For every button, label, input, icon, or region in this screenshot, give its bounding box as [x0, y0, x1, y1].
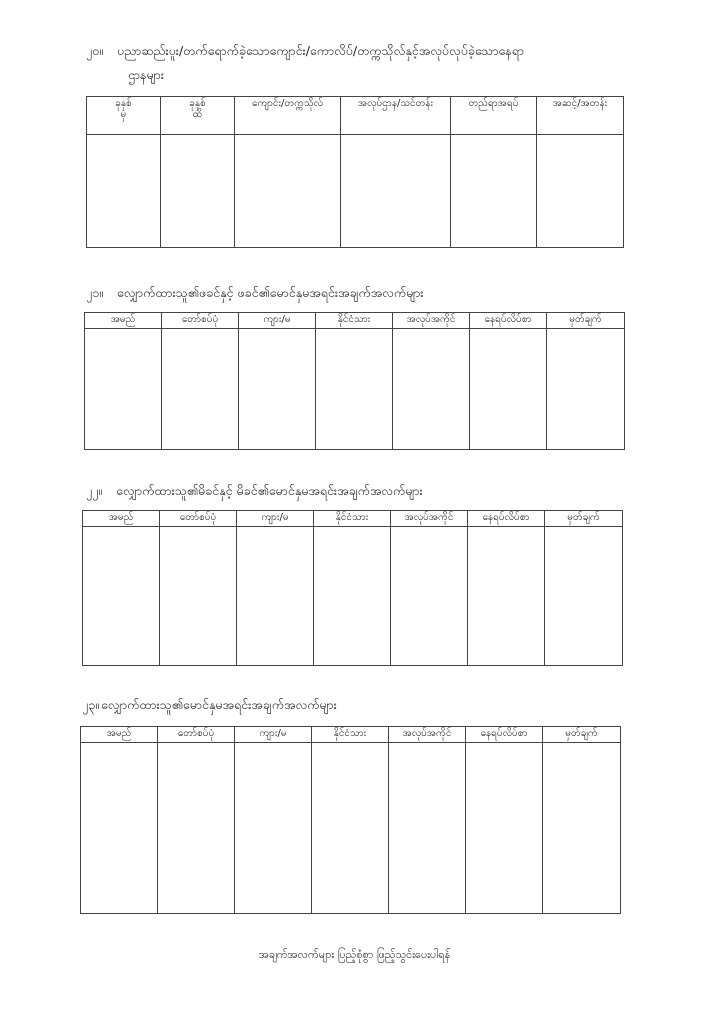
table-cell[interactable]: [316, 329, 393, 450]
table-cell[interactable]: [312, 743, 389, 914]
column-header: အဆင့်/အတန်း: [537, 97, 624, 135]
table-cell[interactable]: [83, 527, 160, 666]
section-23-table: [80, 726, 621, 914]
table-cell[interactable]: [85, 329, 162, 450]
section-20-number: ၂၀။: [86, 43, 103, 58]
section-23-title-text: လျှောက်ထားသူ၏မောင်နှမအရင်းအချက်အလက်များ: [100, 697, 337, 712]
table-cell[interactable]: [162, 329, 239, 450]
column-header: အမည်: [85, 313, 162, 329]
section-21-title-text: လျှောက်ထားသူ၏ဖခင်နှင့် ဖခင်၏မောင်နှမအရင်းအချက်အလက်များ: [116, 285, 424, 300]
column-header: နိုင်ငံသား: [316, 313, 393, 329]
table-cell[interactable]: [451, 135, 537, 248]
table-row[interactable]: [87, 135, 624, 248]
table-cell[interactable]: [239, 329, 316, 450]
table-cell[interactable]: [547, 329, 625, 450]
column-header: ခုနှစ် မှ: [87, 97, 161, 135]
table-cell[interactable]: [314, 527, 391, 666]
table-cell[interactable]: [235, 743, 312, 914]
table-cell[interactable]: [468, 527, 545, 666]
section-21-number: ၂၁။: [86, 285, 103, 300]
footer-note: အချက်အလက်များ ပြည့်စုံစွာ ဖြည့်သွင်းပေးပါရန်: [258, 948, 451, 961]
column-header: တော်စပ်ပုံ: [160, 511, 237, 527]
column-header: အလုပ်အကိုင်: [389, 727, 466, 743]
column-header: နိုင်ငံသား: [312, 727, 389, 743]
column-header: တော်စပ်ပုံ: [158, 727, 235, 743]
column-header: ကျား/မ: [237, 511, 314, 527]
table-cell[interactable]: [237, 527, 314, 666]
column-header: တည်ရာအရပ်: [451, 97, 537, 135]
section-21-title: [86, 284, 424, 302]
section-22-number: ၂၂။: [86, 483, 103, 498]
section-20-title-line2: ဌာနများ: [128, 67, 164, 82]
table-cell[interactable]: [158, 743, 235, 914]
table-cell[interactable]: [161, 135, 235, 248]
section-22-table: [82, 510, 623, 666]
table-cell[interactable]: [81, 743, 158, 914]
table-cell[interactable]: [470, 329, 547, 450]
column-header: ကျောင်း/တက္ကသိုလ်: [235, 97, 341, 135]
table-cell[interactable]: [543, 743, 621, 914]
column-header: အလုပ်အကိုင်: [393, 313, 470, 329]
table-cell[interactable]: [537, 135, 624, 248]
column-header: အလုပ်အကိုင်: [391, 511, 468, 527]
table-cell[interactable]: [87, 135, 161, 248]
section-22-title: [86, 482, 423, 500]
table-cell[interactable]: [391, 527, 468, 666]
column-header: နေရပ်လိပ်စာ: [466, 727, 543, 743]
table-row[interactable]: [81, 743, 621, 914]
column-header: အမည်: [81, 727, 158, 743]
table-cell[interactable]: [466, 743, 543, 914]
table-cell[interactable]: [341, 135, 451, 248]
column-header: အမည်: [83, 511, 160, 527]
section-21-table: [84, 312, 625, 450]
column-header: နေရပ်လိပ်စာ: [468, 511, 545, 527]
column-header: မှတ်ချက်: [545, 511, 623, 527]
column-header: မှတ်ချက်: [543, 727, 621, 743]
column-header: အလုပ်ဌာန/သင်တန်း: [341, 97, 451, 135]
column-header: ခုနှစ် ထိ: [161, 97, 235, 135]
section-23-number: ၂၃။: [82, 697, 99, 712]
column-header: နိုင်ငံသား: [314, 511, 391, 527]
section-20-title-line1: ပညာဆည်းပူး/တက်ရောက်ခဲ့သောကျောင်း/ကောလိပ်/တက္ကသိုလ်နှင့်အလုပ်လုပ်ခဲ့သောနေရာ: [116, 43, 525, 58]
table-cell[interactable]: [545, 527, 623, 666]
column-header: တော်စပ်ပုံ: [162, 313, 239, 329]
table-cell[interactable]: [393, 329, 470, 450]
table-row[interactable]: [85, 329, 625, 450]
column-header: မှတ်ချက်: [547, 313, 625, 329]
table-cell[interactable]: [389, 743, 466, 914]
section-22-title-text: လျှောက်ထားသူ၏မိခင်နှင့် မိခင်၏မောင်နှမအရင်းအချက်အလက်များ: [116, 483, 423, 498]
section-20-table: [86, 96, 624, 248]
section-20-title: [86, 42, 524, 60]
table-cell[interactable]: [235, 135, 341, 248]
column-header: နေရပ်လိပ်စာ: [470, 313, 547, 329]
column-header: ကျား/မ: [239, 313, 316, 329]
column-header: ကျား/မ: [235, 727, 312, 743]
table-cell[interactable]: [160, 527, 237, 666]
table-row[interactable]: [83, 527, 623, 666]
section-23-title: [82, 696, 337, 714]
